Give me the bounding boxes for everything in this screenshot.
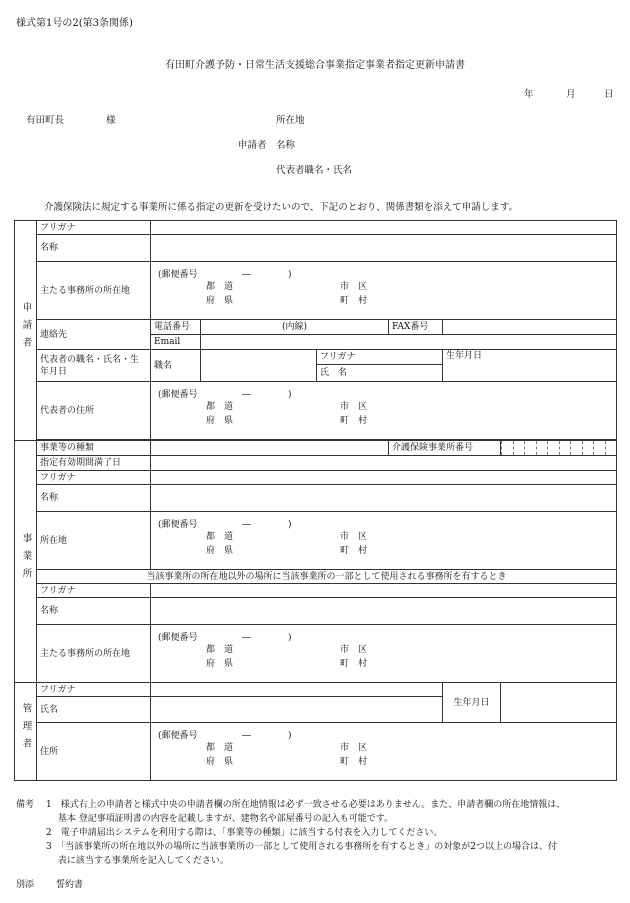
note-1b: 基本 登記事項証明書の内容を記載しますが、建物名や部屋番号の記入も可能です。 <box>46 814 394 824</box>
other-office-name-label: 名称 <box>37 598 151 625</box>
email-label: Email <box>151 335 201 350</box>
fax-label: FAX番号 <box>389 320 443 335</box>
applicant-furigana-field[interactable] <box>151 221 617 235</box>
manager-name-label: 氏名 <box>37 697 151 723</box>
note-2: 2 電子申請届出システムを利用する際は、「事業等の種類」に該当する付表を入力してください。 <box>46 828 443 838</box>
notes-heading: 備考 <box>16 800 35 810</box>
other-office-address-field[interactable]: (郵便番号 ― ) 都 道 府 県 市 区 町 村 <box>151 625 617 683</box>
application-form-table <box>14 220 617 781</box>
manager-furigana-label: フリガナ <box>37 683 151 697</box>
header-name-label: 名称 <box>276 140 296 151</box>
date-year: 年 <box>524 89 534 100</box>
rep-birthdate-cell[interactable]: 生年月日 <box>443 350 617 382</box>
manager-birthdate-label: 生年月日 <box>443 683 501 723</box>
fax-field[interactable] <box>443 320 617 335</box>
attachment-value: 誓約書 <box>56 880 84 890</box>
manager-birthdate-field[interactable] <box>501 683 617 723</box>
note-1a: 1 様式右上の申請者と様式中央の申請者欄の所在地情報は必ず一致させる必要はありません。また、申請者欄の所在地情報は、 <box>46 800 566 810</box>
intro-text: 介護保険法に規定する事業所に係る指定の更新を受けたいので、下記のとおり、関係書類を添えて申請します。 <box>44 202 519 213</box>
date-month: 月 <box>566 89 576 100</box>
rep-name-label[interactable]: 氏 名 <box>317 365 443 382</box>
other-office-note: 当該事業所の所在地以外の場所に当該事業所の一部として使用される事務所を有するとき <box>37 570 617 584</box>
rep-info-label: 代表者の職名・氏名・生年月日 <box>37 350 151 382</box>
date-day: 日 <box>604 89 614 100</box>
header-rep-label: 代表者職名・氏名 <box>276 165 353 176</box>
rep-furigana-label: フリガナ <box>317 350 443 365</box>
attachment-label: 別添 <box>16 880 35 890</box>
manager-name-field[interactable] <box>151 697 443 723</box>
manager-address-label: 住所 <box>37 723 151 781</box>
header-location-label: 所在地 <box>276 115 305 126</box>
rep-title-label: 職名 <box>151 350 201 382</box>
applicant-address-field[interactable]: (郵便番号 ― ) 都 道 府 県 市 区 町 村 <box>151 262 617 320</box>
business-type-label: 事業等の種類 <box>37 441 151 456</box>
applicant-name-field[interactable] <box>151 235 617 262</box>
tel-label: 電話番号 <box>151 320 201 335</box>
form-title: 有田町介護予防・日常生活支援総合事業指定事業者指定更新申請書 <box>165 60 465 71</box>
header-applicant-label: 申請者 <box>238 140 267 151</box>
note-3a: 3 「当該事業所の所在地以外の場所に当該事業所の一部として使用される事務所を有するとき」の対象が2つ以上の場合は、付 <box>46 842 557 852</box>
insurer-no-field[interactable] <box>501 441 617 456</box>
applicant-contact-label: 連絡先 <box>37 320 151 350</box>
other-office-furigana-field[interactable] <box>151 584 617 598</box>
tel-ext-field[interactable]: (内線) <box>201 320 389 335</box>
form-number: 様式第1号の2(第3条関係) <box>16 18 133 29</box>
office-furigana-field[interactable] <box>151 471 617 485</box>
business-type-field[interactable] <box>151 441 389 456</box>
insurer-no-label: 介護保険事業所番号 <box>389 441 501 456</box>
applicant-main-office-label: 主たる事務所の所在地 <box>37 262 151 320</box>
other-office-main-label: 主たる事務所の所在地 <box>37 625 151 683</box>
email-field[interactable] <box>201 335 617 350</box>
section-applicant: 申請者 <box>15 221 37 441</box>
office-location-label: 所在地 <box>37 512 151 570</box>
section-manager: 管理者 <box>15 683 37 781</box>
rep-address-field[interactable]: (郵便番号 ― ) 都 道 府 県 市 区 町 村 <box>151 382 617 440</box>
note-3b: 表に該当する事業所を記入してください。 <box>46 856 229 866</box>
expiry-label: 指定有効期間満了日 <box>37 456 151 471</box>
expiry-field[interactable] <box>151 456 617 471</box>
addressee-suffix: 様 <box>106 115 116 126</box>
other-office-furigana-label: フリガナ <box>37 584 151 598</box>
other-office-name-field[interactable] <box>151 598 617 625</box>
office-name-field[interactable] <box>151 485 617 512</box>
office-name-label: 名称 <box>37 485 151 512</box>
office-furigana-label: フリガナ <box>37 471 151 485</box>
applicant-furigana-label: フリガナ <box>37 221 151 235</box>
rep-address-label: 代表者の住所 <box>37 382 151 440</box>
section-office: 事業所 <box>15 441 37 683</box>
addressee-name: 有田町長 <box>26 115 65 126</box>
manager-furigana-field[interactable] <box>151 683 443 697</box>
manager-address-field[interactable]: (郵便番号 ― ) 都 道 府 県 市 区 町 村 <box>151 723 617 781</box>
rep-title-field[interactable] <box>201 350 317 382</box>
office-address-field[interactable]: (郵便番号 ― ) 都 道 府 県 市 区 町 村 <box>151 512 617 570</box>
applicant-name-label: 名称 <box>37 235 151 262</box>
